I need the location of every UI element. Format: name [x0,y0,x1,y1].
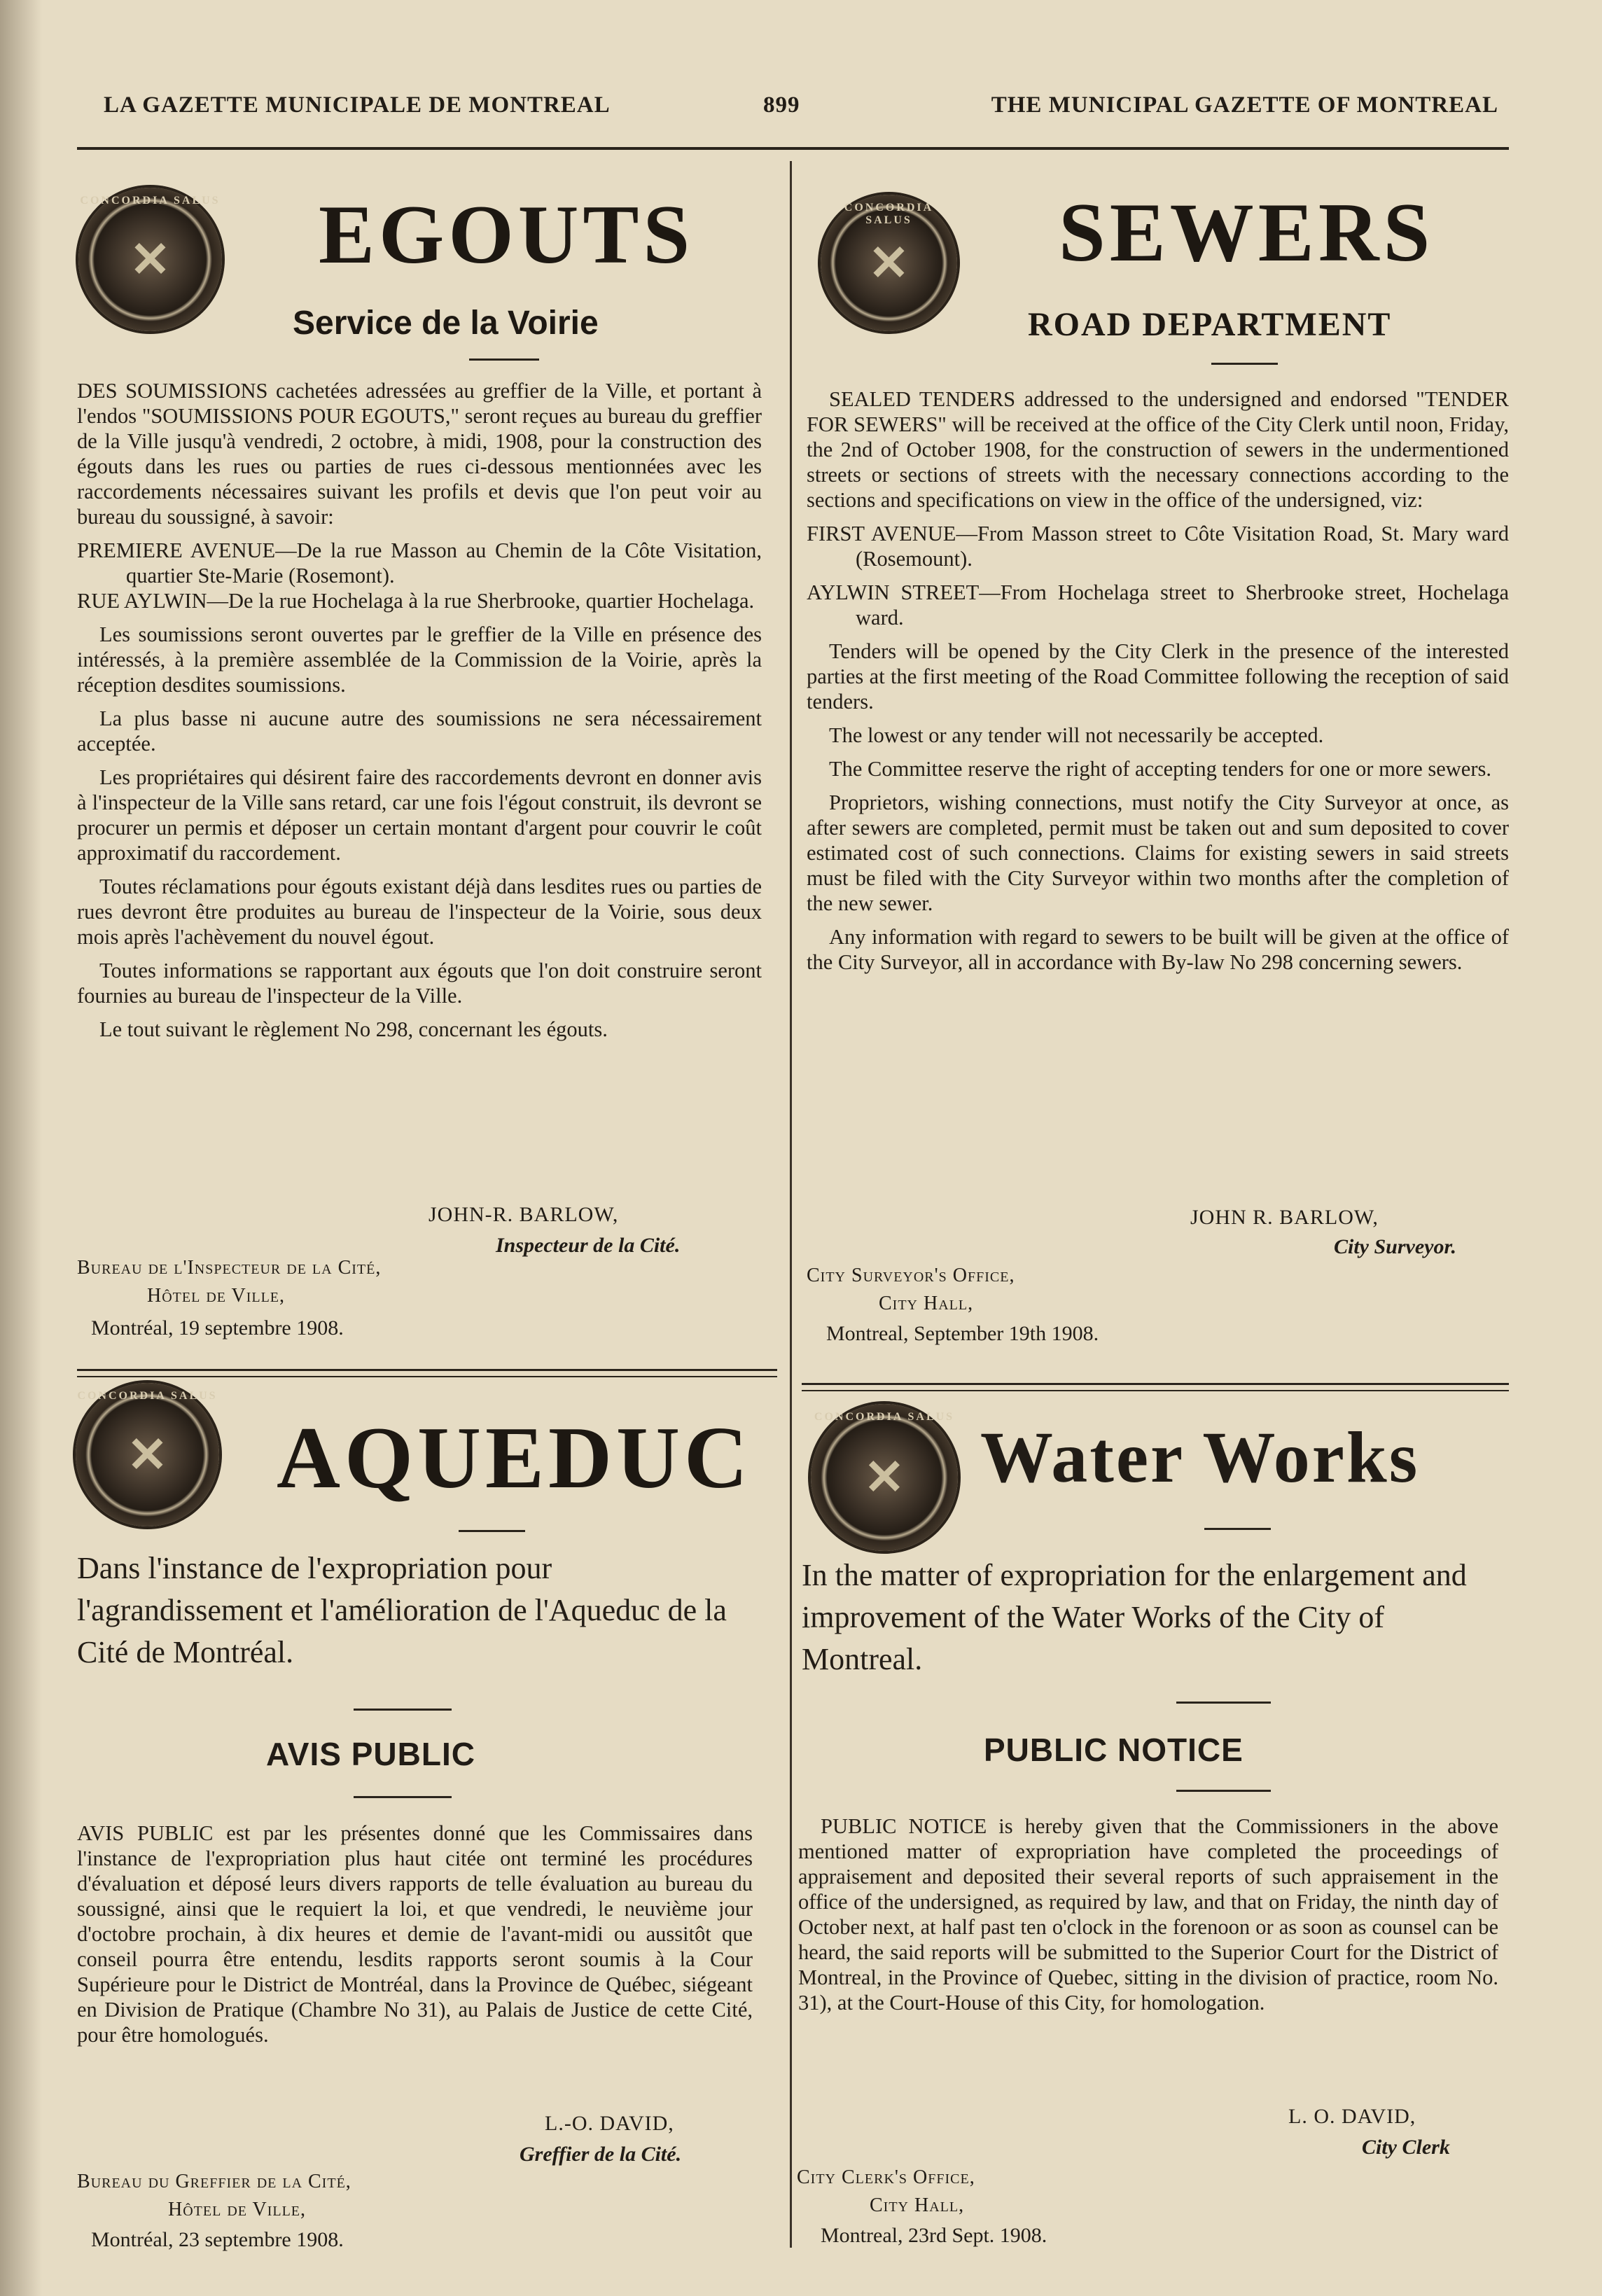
notice-title: AQUEDUC [277,1410,753,1507]
notice-lead: Dans l'instance de l'expropriation pour l'agrandissement et l'amélioration de l'Aqueduc de la Cité de Montréal. [77,1551,727,1669]
notice-title: SEWERS [1059,186,1435,279]
office-line: City Clerk's Office, [797,2166,975,2188]
city-seal-icon: CONCORDIA SALUS ✕ [821,195,957,331]
notice-date: Montréal, 19 septembre 1908. [91,1316,344,1340]
office-line: City Hall, [870,2194,965,2216]
section-divider-right [802,1383,1509,1391]
paragraph: AVIS PUBLIC est par les présentes donné que les Commissaires dans l'instance de l'expropriation plus haut citée ont terminé les procédures d'évaluation et déposé leurs divers rapports de telle évaluation au bureau du soussigné, ainsi que le requiert la loi, et que vendredi, le neuvième jour d'octobre prochain, à dix heures et demie de l'avant-midi ou aussitôt que conseil pourra être entendu, lesdits rapports seront soumis à la Cour Supérieure pour le District de Montréal, dans la Province de Québec, siégeant en Division de Pratique (Chambre No 31), au Palais de Justice de cette Cité, pour être homologués. [77,1821,753,2047]
city-seal-icon: CONCORDIA SALUS ✕ [78,188,222,331]
paragraph: Tenders will be opened by the City Clerk in the presence of the interested parties at the first meeting of the Road Committee following the reception of said tenders. [807,639,1509,714]
notice-lead: In the matter of expropriation for the enlargement and improvement of the Water Works of the City of Montreal. [802,1558,1467,1676]
paragraph: Toutes informations se rapportant aux égouts que l'on doit construire seront fournies au bureau de l'inspecteur de la Ville. [77,959,762,1008]
paragraph: PREMIERE AVENUE—De la rue Masson au Chemin de la Côte Visitation, quartier Ste-Marie (Rosemont). [77,538,762,587]
signer-title: Greffier de la Cité. [520,2143,682,2166]
paragraph: Proprietors, wishing connections, must notify the City Surveyor at once, as after sewers are completed, permit must be taken out and sum deposited to cover estimated cost of such connections. Claims for existing sewers in said streets must be filed with the City Surveyor within two months after the completion of the new sewer. [807,791,1509,915]
public-notice-heading: PUBLIC NOTICE [984,1732,1244,1768]
paragraph: SEALED TENDERS addressed to the undersigned and endorsed "TENDER FOR SEWERS" will be received at the office of the City Clerk until noon, Friday, the 2nd of October 1908, for the construction of sewers in the undermentioned streets or sections of streets with the necessary connections according to the sections and specifications on view in the office of the undersigned, viz: [807,387,1509,512]
city-seal-icon: CONCORDIA SALUS ✕ [811,1404,958,1551]
notice-title: Water Works [980,1417,1420,1498]
section-divider-left [77,1369,777,1377]
paragraph: The Committee reserve the right of accepting tenders for one or more sewers. [829,757,1491,781]
running-header [98,84,1498,140]
office-line: City Surveyor's Office, [807,1265,1015,1286]
notice-body [77,1821,753,2047]
signer-title: Inspecteur de la Cité. [496,1234,681,1257]
notice-date: Montréal, 23 septembre 1908. [91,2228,344,2251]
notice-subtitle: Service de la Voirie [293,305,599,342]
page-number: 899 [763,92,800,118]
office-line: Hôtel de Ville, [147,1285,285,1307]
office-line: Hôtel de Ville, [168,2199,306,2220]
notice-title: EGOUTS [319,188,695,281]
header-divider [77,147,1509,150]
page-binding-shadow [0,0,42,2296]
paragraph: Les propriétaires qui désirent faire des raccordements devront en donner avis à l'inspecteur de la Ville sans retard, car une fois l'égout construit, ils devront se procurer un permis et déposer un certain montant d'argent pour couvrir le coût approximatif du raccordement. [77,765,762,865]
paragraph: Le tout suivant le règlement No 298, concernant les égouts. [99,1017,608,1041]
notice-body [77,378,762,1042]
column-divider [790,161,792,2248]
office-line: Bureau du Greffier de la Cité, [77,2171,351,2192]
city-seal-icon: CONCORDIA SALUS ✕ [76,1383,219,1526]
signer-name: JOHN R. BARLOW, [1190,1206,1379,1229]
paragraph: Les soumissions seront ouvertes par le greffier de la Ville en présence des intéressés, à la première assemblée de la Commission de la Voirie, après la réception desdites soumissions. [77,622,762,697]
notice-subtitle: ROAD DEPARTMENT [1028,306,1392,343]
signer-name: L. O. DAVID, [1288,2105,1416,2128]
signer-title: City Surveyor. [1334,1235,1457,1258]
office-line: Bureau de l'Inspecteur de la Cité, [77,1257,382,1279]
paragraph: The lowest or any tender will not necessarily be accepted. [829,723,1324,747]
notice-date: Montreal, September 19th 1908. [826,1322,1099,1345]
paragraph: Any information with regard to sewers to be built will be given at the office of the City Surveyor, all in accordance with By-law No 298 concerning sewers. [807,925,1509,974]
header-french-title: LA GAZETTE MUNICIPALE DE MONTREAL [104,92,611,118]
paragraph: RUE AYLWIN—De la rue Hochelaga à la rue Sherbrooke, quartier Hochelaga. [77,589,755,613]
paragraph: La plus basse ni aucune autre des soumissions ne sera nécessairement acceptée. [77,707,762,756]
paragraph: PUBLIC NOTICE is hereby given that the Commissioners in the above mentioned matter of expropriation have completed the proceedings of appraisement and deposited their several reports of such appraisement in the office of the undersigned, as required by law, and that on Friday, the ninth day of October next, at half past ten o'clock in the forenoon or as soon as counsel can be heard, the said reports will be submitted to the Superior Court for the District of Montreal, in the Province of Quebec, sitting in the division of practice, room No. 31), at the Court-House of this City, for homologation. [798,1814,1498,2015]
paragraph: Toutes réclamations pour égouts existant déjà dans lesdites rues ou parties de rues devront être produites au bureau de l'inspecteur de la Voirie, sous deux mois après l'achèvement du nouvel égout. [77,875,762,949]
public-notice-heading: AVIS PUBLIC [266,1736,475,1772]
notice-body [798,1814,1498,2015]
paragraph: DES SOUMISSIONS cachetées adressées au greffier de la Ville, et portant à l'endos "SOUMISSIONS POUR EGOUTS," seront reçues au bureau du greffier de la Ville jusqu'à vendredi, 2 octobre, à midi, 1908, pour la construction des égouts dans les rues ou parties de rues ci-dessous mentionnées avec les raccordements nécessaires suivant les profils et devis que l'on peut voir au bureau du soussigné, à savoir: [77,379,762,529]
signer-name: L.-O. DAVID, [545,2112,674,2135]
header-english-title: THE MUNICIPAL GAZETTE OF MONTREAL [991,92,1498,118]
notice-date: Montreal, 23rd Sept. 1908. [821,2224,1047,2247]
paragraph: AYLWIN STREET—From Hochelaga street to Sherbrooke street, Hochelaga ward. [807,580,1509,629]
notice-body [807,387,1509,975]
signer-name: JOHN-R. BARLOW, [429,1203,619,1226]
signer-title: City Clerk [1362,2136,1450,2159]
paragraph: FIRST AVENUE—From Masson street to Côte Visitation Road, St. Mary ward (Rosemount). [807,522,1509,571]
office-line: City Hall, [879,1293,974,1314]
